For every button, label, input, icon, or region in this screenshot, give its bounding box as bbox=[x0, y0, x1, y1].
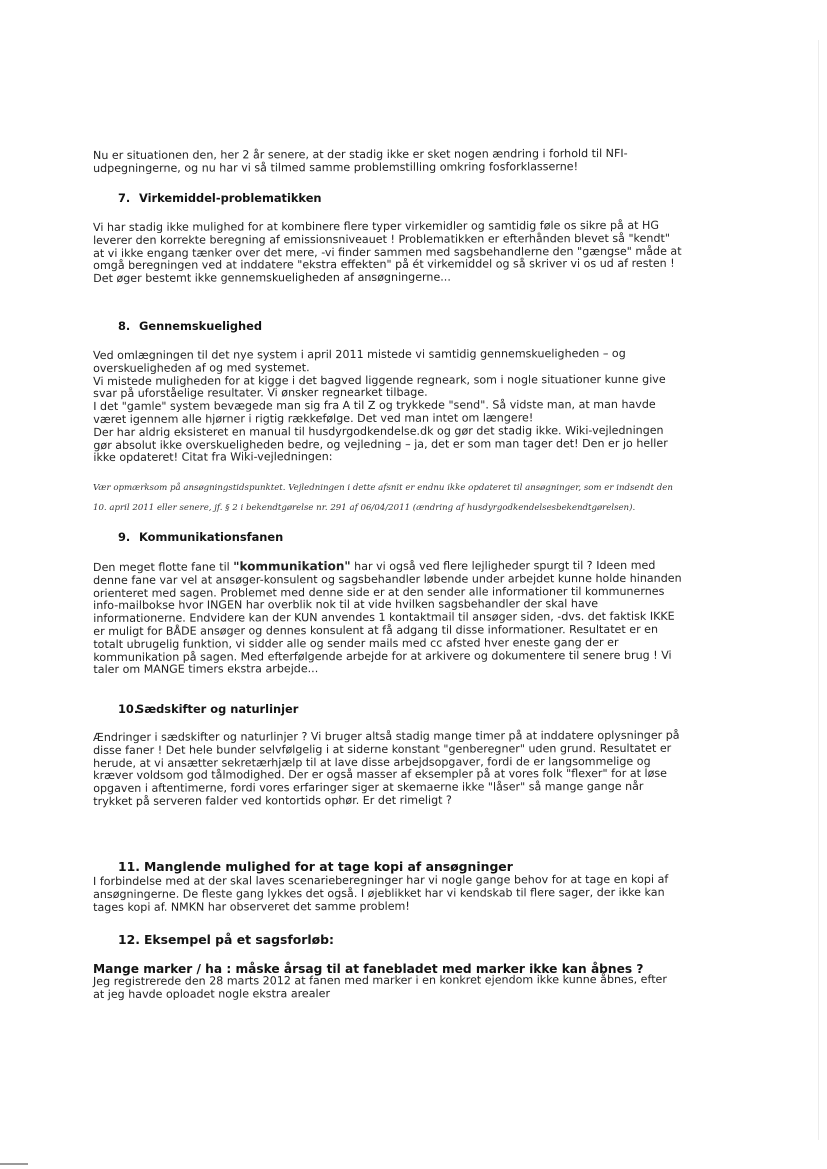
section-11-number: 11. bbox=[118, 859, 140, 874]
section-9-number: 9. bbox=[118, 530, 131, 544]
section-9-heading bbox=[118, 531, 283, 544]
section-8-title: Gennemskuelighed bbox=[139, 319, 263, 333]
section-8-number: 8. bbox=[118, 319, 131, 333]
scan-corner-mark bbox=[0, 1163, 28, 1165]
section-8-body: Ved omlægningen til det nye system i april 2011 mistede vi samtidig gennemskueligheden – og overskueligheden af og med systemet. Vi mistede muligheden for at kigge i det bagved liggende regneark, som i nogle situationer kunne give svar på uforståelige resultater. Vi ønsker regnearket tilbage. I det "gamle" system bevægede man sig fra A til Z og trykkede "send". Så vidste man, at man havde været igennem alle hjørner i rigtig rækkefølge. Det ved man intet om længere! Der har aldrig eksisteret en manual til husdyrgodkendelse.dk og gør det stadig ikke. Wiki-vejledningen gør absolut ikke overskueligheden bedre, og vejledning – ja, det er som man tager det! Den er jo heller ikke opdateret! Citat fra Wiki-vejledningen: bbox=[92, 346, 668, 465]
section-11-title: Manglende mulighed for at tage kopi af ansøgninger bbox=[143, 859, 513, 874]
section-7-heading bbox=[118, 192, 322, 205]
section-10-title: Sædskifter og naturlinjer bbox=[136, 702, 299, 716]
section-7-title: Virkemiddel-problematikken bbox=[139, 191, 322, 205]
wiki-quote: Vær opmærksom på ansøgningstidspunktet. Vejledningen i dette afsnit er endnu ikke opdateret til ansøgninger, som er indsendt den 10. april 2011 eller senere, jf. § 2 i bekendtgørelse nr. 291 af 06/04/2011 (ændring af husdyrgodkendelsesbekendtgørelsen). bbox=[93, 483, 673, 513]
section-9-body-rest: har vi også ved flere lejligheder spurgt til ? Ideen med denne fane var vel at ansøger-konsulent og sagsbehandler løbende under arbejdet kunne holde hinanden orienteret med sagen. Problemet med denne side er at den sender alle informationer til kommunernes info-mailbokse hvor INGEN har overblik nok til at vide hvilken sagsbehandler der skal have informationerne. Endvidere kan der KUN anvendes 1 kontaktmail til ansøger siden, -dvs. det faktisk IKKE er muligt for BÅDE ansøger og dennes konsulent at få adgang til disse informationer. Resultatet er en totalt ubrugelig funktion, vi sidder alle og sender mails med cc afsted hver eneste gang der er kommunikation på sagen. Med efterfølgende arbejde for at arkivere og dokumentere til senere brug ! Vi taler om MANGE timers ekstra arbejde... bbox=[93, 558, 682, 677]
section-9-body-start: Den meget flotte fane til bbox=[93, 560, 234, 574]
section-12-title: Eksempel på et sagsforløb: bbox=[143, 932, 334, 947]
intro-paragraph: Nu er situationen den, her 2 år senere, at der stadig ikke er sket nogen ændring i forhold til NFI- udpegningerne, og nu har vi så tilmed samme problemstilling omkring fosforklasserne! bbox=[92, 146, 628, 175]
section-12-subheading: Mange marker / ha : måske årsag til at fanebladet med marker ikke kan åbnes ? bbox=[93, 962, 644, 976]
section-11-body: I forbindelse med at der skal laves scenarieberegninger har vi nogle gange behov for at tage en kopi af ansøgningerne. De fleste gang lykkes det også. I øjeblikket har vi kendskab til flere sager, der ikke kan tages kopi af. NMKN har observeret det samme problem! bbox=[92, 872, 669, 914]
section-10-body: Ændringer i sædskifter og naturlinjer ? Vi bruger altså stadig mange timer på at inddatere oplysninger på disse faner ! Det hele bunder selvfølgelig i at siderne konstant "genberegner" uden grund. Resultatet er herude, at vi ansætter sekretærhjælp til at lave disse arbejdsopgaver, fordi de er langsommelige og kræver voldsom god tålmodighed. Der er også masser af eksempler på at vores folk "flexer" for at løse opgaven i aftentimerne, fordi vores erfaringer siger at skemaerne ikke "låser" så mange gange når trykket på serveren falder ved kontortids ophør. Er det rimeligt ? bbox=[92, 728, 680, 808]
section-9-body bbox=[93, 559, 721, 678]
section-7-body: Vi har stadig ikke mulighed for at kombinere flere typer virkemidler og samtidig føle os sikre på at HG leverer den korrekte beregning af emissionsniveauet ! Problematikken er efterhånden blevet så "kendt" at vi ikke engang tænker over det mere, -vi finder sammen med sagsbehandlerne den "gængse" måde at omgå beregningen ved at inddatere "ekstra effekten" på ét virkemiddel og så skriver vi os ud af resten ! Det øger bestemt ikke gennemskueligheden af ansøgningerne... bbox=[92, 218, 682, 286]
scan-edge-line bbox=[818, 40, 819, 1140]
section-12-number: 12. bbox=[118, 932, 140, 947]
section-10-heading bbox=[118, 703, 298, 716]
section-8-heading bbox=[118, 320, 262, 333]
kommunikation-keyword: "kommunikation" bbox=[233, 559, 351, 574]
section-9-title: Kommunikationsfanen bbox=[139, 530, 284, 544]
section-7-number: 7. bbox=[118, 191, 131, 205]
section-11-heading bbox=[118, 860, 513, 873]
section-10-number: 10. bbox=[118, 702, 139, 716]
section-12-heading bbox=[118, 933, 334, 946]
section-12-body: Jeg registrerede den 28 marts 2012 at fanen med marker i en konkret ejendom ikke kunne åbnes, efter at jeg havde oploadet nogle ekstra arealer bbox=[92, 972, 667, 1001]
